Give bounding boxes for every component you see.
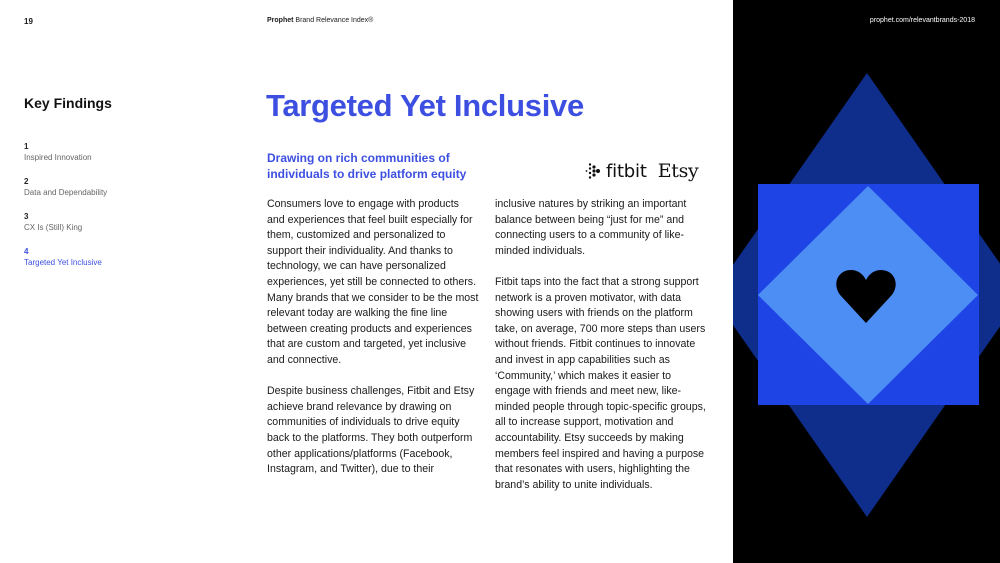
body-paragraph: inclusive natures by striking an important balance between being “just for me” and connecting users to a community of like-minded individuals. — [495, 198, 687, 257]
page-subtitle: Drawing on rich communities of individuals to drive platform equity — [267, 151, 467, 181]
nav-item-targeted-yet-inclusive[interactable] — [24, 246, 107, 269]
nav-item-cx-is-still-king[interactable] — [24, 211, 107, 234]
art-illustration — [733, 0, 1000, 563]
nav-item-label: Targeted Yet Inclusive — [24, 258, 102, 267]
body-column-left — [267, 197, 479, 493]
sidebar-title: Key Findings — [24, 95, 112, 111]
nav-item-label: CX Is (Still) King — [24, 223, 83, 232]
etsy-logo: Etsy — [657, 160, 699, 182]
nav-item-data-and-dependability[interactable] — [24, 176, 107, 199]
nav-item-number: 2 — [24, 177, 29, 186]
nav-item-number: 4 — [24, 247, 29, 256]
body-paragraph: Despite business challenges, Fitbit and Etsy achieve brand relevance by drawing on communities of individuals to drive equity back to the platforms. They both outperform other applications/platforms (Facebook, Instagram, and Twitter), due to their — [267, 385, 475, 476]
fitbit-logo — [585, 161, 647, 182]
body-paragraph: Fitbit taps into the fact that a strong support network is a proven motivator, with data showing users with friends on the platform take, on average, 700 more steps than users without friends. Fitbit continues to innovate and invest in app capabilities such as ‘Community,’ which makes it easier to engage with friends and meet new, like-minded people through topic-specific groups, all to increase support, motivation and accountability. Etsy succeeds by making members feel inspired and having a purpose that resonates with users, highlighting the brand’s ability to unite individuals. — [495, 275, 706, 491]
fitbit-wordmark: fitbit — [606, 160, 647, 182]
brand-name: Prophet — [267, 17, 294, 24]
nav-item-inspired-innovation[interactable] — [24, 141, 107, 164]
report-brand — [267, 17, 373, 24]
report-name: Brand Relevance Index® — [295, 17, 374, 24]
report-url[interactable]: prophet.com/relevantbrands-2018 — [869, 17, 975, 24]
body-paragraph: Consumers love to engage with products and experiences that feel built especially for them, customized and personalized to support their individuality. And thanks to technology, we can have personalized experiences, yet still be connected to others. Many brands that we consider to be the most relevant today are walking the fine line between creating products and experiences that are custom and targeted, yet inclusive and connective. — [267, 198, 479, 366]
nav-item-number: 3 — [24, 212, 29, 221]
brand-logos — [585, 160, 698, 182]
key-findings-nav — [24, 141, 107, 281]
nav-item-number: 1 — [24, 142, 29, 151]
page-number: 19 — [24, 17, 33, 26]
page-title: Targeted Yet Inclusive — [266, 88, 584, 123]
body-column-right — [495, 197, 707, 509]
fitbit-dots-icon — [585, 162, 603, 180]
decorative-art-panel — [733, 0, 1000, 563]
nav-item-label: Inspired Innovation — [24, 153, 92, 162]
nav-item-label: Data and Dependability — [24, 188, 108, 197]
